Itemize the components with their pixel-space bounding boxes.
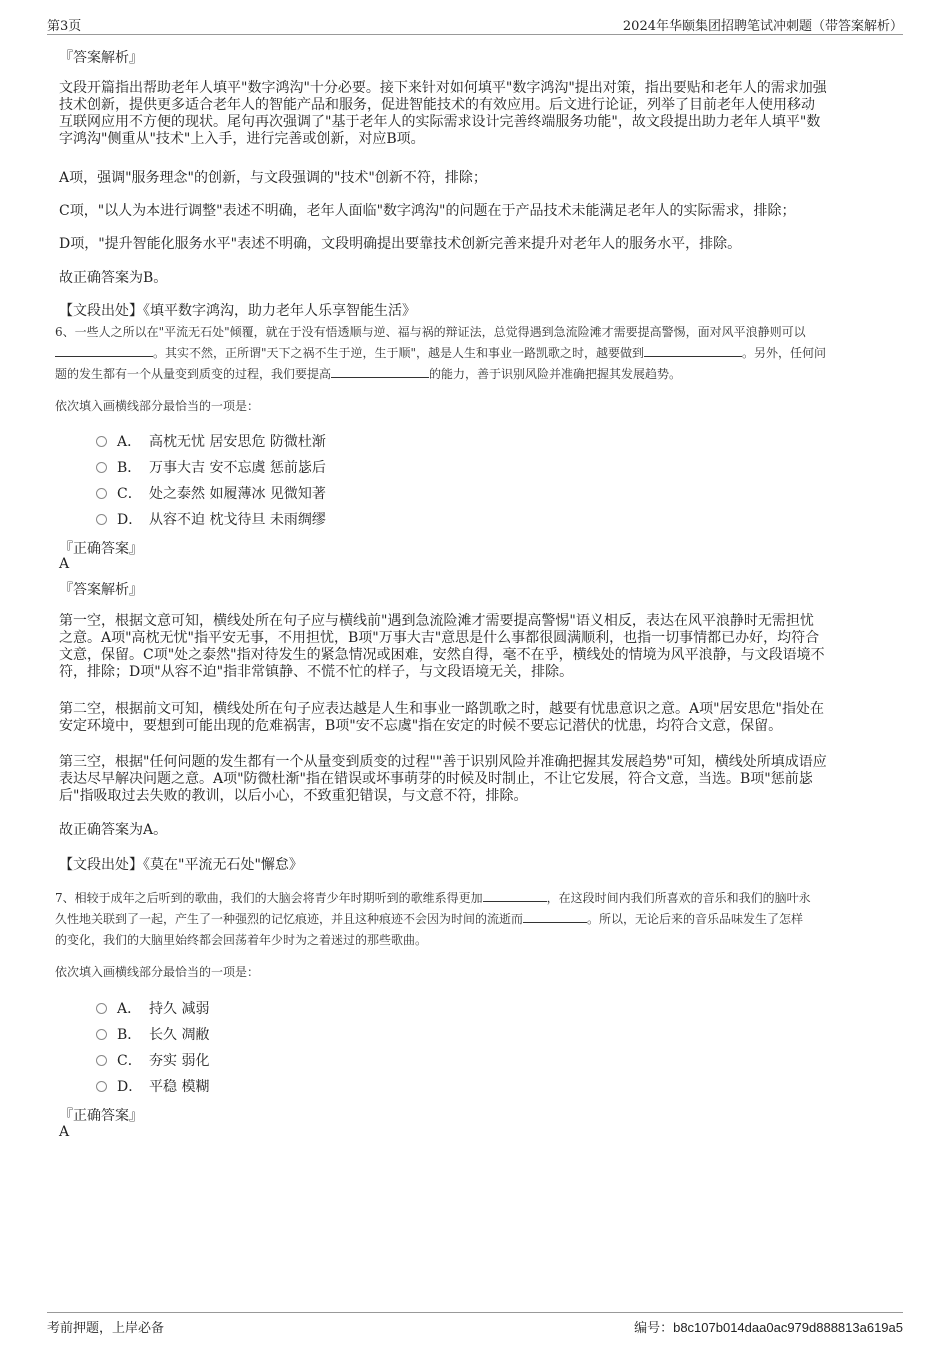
q7-instruction: 依次填入画横线部分最恰当的一项是：: [55, 965, 260, 979]
option-text: 从容不迫 枕戈待旦 未雨绸缪: [149, 512, 326, 528]
option-text: 高枕无忧 居安思危 防微杜渐: [149, 434, 326, 450]
q6-conclusion: 故正确答案为A。: [59, 822, 168, 838]
option-label: A．: [117, 434, 142, 450]
q6-p1-line: 符，排除；D项"从容不迫"指非常镇静、不慌不忙的样子，与文段语境无关，排除。: [59, 664, 574, 680]
q5-para1-line: 互联网应用不方便的现状。尾句再次强调了"基于老年人的实际需求设计完善终端服务功能"，故文段提出助力老年人填平"数: [59, 114, 821, 130]
q6-p1-line: 第一空，根据文意可知，横线处所在句子应与横线前"遇到急流险滩才需要提高警惕"语义相反，表达在风平浪静时无需担忧: [59, 613, 814, 629]
q6-text-segment: 题的发生都有一个从量变到质变的过程，我们要提高: [55, 367, 332, 381]
radio-icon[interactable]: [96, 1081, 107, 1092]
radio-icon[interactable]: [96, 514, 107, 525]
q5-source: 【文段出处】《填平数字鸿沟，助力老年人乐享智能生活》: [59, 303, 416, 319]
q7-text-segment: 7、相较于成年之后听到的歌曲，我们的大脑会将青少年时期听到的歌维系得更加: [55, 891, 483, 905]
option-label: C．: [117, 1053, 142, 1069]
q6-p3-line: 第三空，根据"任何问题的发生都有一个从量变到质变的过程""善于识别风险并准确把握其发展趋势"可知，横线处所填成语应: [59, 754, 827, 770]
q7-question-text: [55, 888, 895, 951]
answer-blank: [644, 344, 742, 357]
option-text: 万事大吉 安不忘虞 惩前毖后: [149, 460, 326, 476]
answer-blank: [55, 344, 153, 357]
answer-blank: [331, 365, 429, 378]
q6-analysis-label: 『答案解析』: [59, 582, 143, 598]
q6-line: [55, 343, 895, 364]
q6-line: [55, 364, 895, 385]
q5-conclusion: 故正确答案为B。: [59, 270, 168, 286]
document-code: [634, 1317, 903, 1336]
q5-para1-line: 文段开篇指出帮助老年人填平"数字鸿沟"十分必要。接下来针对如何填平"数字鸿沟"提出对策，指出要贴和老年人的需求加强: [59, 80, 827, 96]
option-label: D．: [117, 1079, 143, 1095]
q6-analysis-blank3: [59, 754, 895, 805]
q7-option-a[interactable]: [96, 998, 209, 1018]
radio-icon[interactable]: [96, 436, 107, 447]
q7-line: [55, 888, 895, 909]
q7-line: 的变化，我们的大脑里始终都会回荡着年少时为之着迷过的那些歌曲。: [55, 933, 428, 947]
q6-option-d[interactable]: [96, 509, 326, 529]
option-text: 处之泰然 如履薄冰 见微知著: [149, 486, 326, 502]
q6-source: 【文段出处】《莫在"平流无石处"懈怠》: [59, 857, 303, 873]
q6-p1-line: 文意，保留。C项"处之泰然"指对待发生的紧急情况或困难，安然自得，毫不在乎，横线处的情境为风平浪静，与文段语境不: [59, 647, 825, 663]
q6-p3-line: 后"指吸取过去失败的教训，以后小心，不致重犯错误，与文意不符，排除。: [59, 788, 528, 804]
q7-correct-answer: A: [59, 1124, 70, 1140]
q5-para1-line: 技术创新，提供更多适合老年人的智能产品和服务，促进智能技术的有效应用。后文进行论证，列举了目前老年人使用移动: [59, 97, 815, 113]
q5-analysis-option-a: A项，强调"服务理念"的创新，与文段强调的"技术"创新不符，排除；: [59, 170, 487, 186]
option-label: B．: [117, 460, 142, 476]
answer-blank: [523, 910, 587, 923]
code-label: 编号：: [634, 1321, 674, 1336]
q6-text-segment: 的能力，善于识别风险并准确把握其发展趋势。: [429, 367, 682, 381]
q5-analysis-label: 『答案解析』: [59, 50, 143, 66]
q7-text-segment: 。所以，无论后来的音乐品味发生了怎样: [587, 912, 804, 926]
code-value: b8c107b014daa0ac979d888813a619a5: [673, 1320, 903, 1335]
q5-analysis-option-d: D项，"提升智能化服务水平"表述不明确，文段明确提出要靠技术创新完善来提升对老年人的服务水平，排除。: [59, 236, 742, 252]
page-header: [47, 12, 903, 35]
radio-icon[interactable]: [96, 1055, 107, 1066]
option-text: 长久 凋敝: [149, 1027, 210, 1043]
q6-option-c[interactable]: [96, 483, 326, 503]
option-text: 持久 减弱: [149, 1001, 210, 1017]
q6-text-segment: 。另外，任何问: [742, 346, 827, 360]
q6-correct-label: 『正确答案』: [59, 541, 143, 557]
q7-line: [55, 909, 895, 930]
option-label: A．: [117, 1001, 142, 1017]
option-label: C．: [117, 486, 142, 502]
q6-instruction: 依次填入画横线部分最恰当的一项是：: [55, 399, 260, 413]
q6-p1-line: 之意。A项"高枕无忧"指平安无事，不用担忧，B项"万事大吉"意思是什么事都很圆满顺利，也指一切事情都已办好，均符合: [59, 630, 820, 646]
radio-icon[interactable]: [96, 1029, 107, 1040]
q6-analysis-blank2: [59, 701, 895, 735]
radio-icon[interactable]: [96, 488, 107, 499]
option-label: D．: [117, 512, 143, 528]
q7-correct-label: 『正确答案』: [59, 1108, 143, 1124]
q6-line: 6、一些人之所以在"平流无石处"倾覆，就在于没有悟透顺与逆、福与祸的辩证法，总觉得遇到急流险滩才需要提高警惕，面对风平浪静则可以: [55, 325, 806, 339]
q6-question-text: [55, 322, 895, 385]
q6-p2-line: 安定环境中，要想到可能出现的危难祸害，B项"安不忘虞"指在安定的时候不要忘记潜伏的忧患，均符合文意，保留。: [59, 718, 783, 734]
page-footer: [47, 1312, 903, 1337]
q7-option-c[interactable]: [96, 1050, 209, 1070]
option-text: 平稳 模糊: [149, 1079, 210, 1095]
q6-p2-line: 第二空，根据前文可知，横线处所在句子应表达越是人生和事业一路凯歌之时，越要有忧患意识之意。A项"居安思危"指处在: [59, 701, 824, 717]
radio-icon[interactable]: [96, 462, 107, 473]
q6-p3-line: 表达尽早解决问题之意。A项"防微杜渐"指在错误或坏事萌芽的时候及时制止，不让它发展，符合文意，当选。B项"惩前毖: [59, 771, 813, 787]
q6-text-segment: 。其实不然，正所谓"天下之祸不生于逆，生于顺"，越是人生和事业一路凯歌之时，越要做到: [153, 346, 645, 360]
q5-para1-line: 字鸿沟"侧重从"技术"上入手，进行完善或创新，对应B项。: [59, 131, 425, 147]
document-title: 2024年华颐集团招聘笔试冲刺题（带答案解析）: [622, 19, 903, 34]
answer-blank: [483, 889, 547, 902]
q7-text-segment: 久性地关联到了一起，产生了一种强烈的记忆痕迹，并且这种痕迹不会因为时间的流逝而: [55, 912, 524, 926]
q7-option-b[interactable]: [96, 1024, 209, 1044]
footer-slogan: 考前押题，上岸必备: [47, 1321, 165, 1336]
q6-correct-answer: A: [59, 556, 70, 572]
q6-option-b[interactable]: [96, 457, 326, 477]
option-label: B．: [117, 1027, 142, 1043]
option-text: 夯实 弱化: [149, 1053, 210, 1069]
q7-option-d[interactable]: [96, 1076, 209, 1096]
radio-icon[interactable]: [96, 1003, 107, 1014]
q5-analysis-option-c: C项，"以人为本进行调整"表述不明确，老年人面临"数字鸿沟"的问题在于产品技术未能满足老年人的实际需求，排除；: [59, 203, 796, 219]
q6-option-a[interactable]: [96, 431, 326, 451]
q5-analysis-para1: [59, 80, 895, 148]
q6-analysis-blank1: [59, 613, 895, 681]
page-number: 第3页: [47, 19, 82, 34]
q7-text-segment: ，在这段时间内我们所喜欢的音乐和我们的脑叶永: [546, 891, 811, 905]
